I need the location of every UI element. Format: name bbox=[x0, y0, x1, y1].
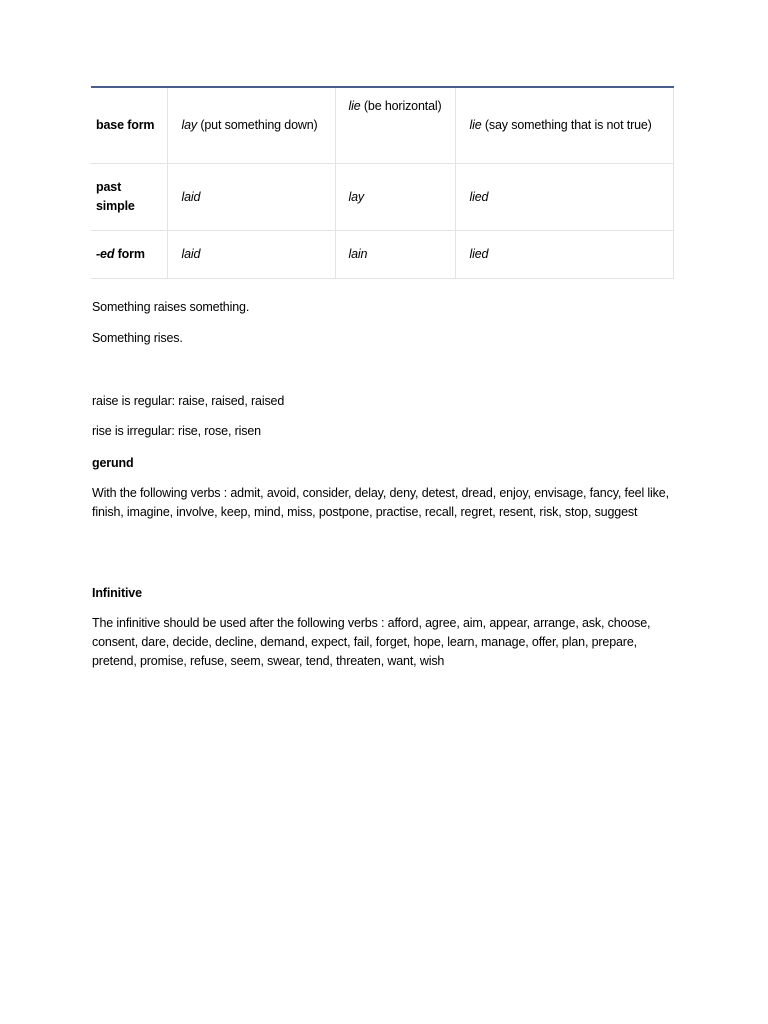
heading-gerund: gerund bbox=[92, 456, 134, 470]
paragraph-raise-regular: raise is regular: raise, raised, raised bbox=[92, 394, 285, 408]
cell-lay-past: laid bbox=[167, 164, 335, 231]
cell-lie-horizontal-past: lay bbox=[335, 164, 455, 231]
heading-infinitive: Infinitive bbox=[92, 586, 142, 600]
verb-forms-table bbox=[91, 86, 674, 279]
cell-italic: -ed bbox=[96, 247, 115, 261]
cell-lie-horizontal-ed: lain bbox=[335, 231, 455, 279]
paragraph-infinitive-verbs: The infinitive should be used after the following verbs : afford, agree, aim, appear, arrange, ask, choose, consent, dare, decide, decline, demand, expect, fail, forget, hope, learn, manage, offer, plan, prepare, pretend, promise, refuse, seem, swear, tend, threaten, want, wish bbox=[92, 616, 651, 668]
paragraph-rise-irregular: rise is irregular: rise, rose, risen bbox=[92, 424, 261, 438]
cell-lie-untrue-past: lied bbox=[455, 164, 673, 231]
table-row bbox=[91, 231, 673, 279]
paragraph-raises: Something raises something. bbox=[92, 300, 250, 314]
cell-lie-untrue-ed: lied bbox=[455, 231, 673, 279]
paragraph-gerund-verbs: With the following verbs : admit, avoid, consider, delay, deny, detest, dread, enjoy, envisage, fancy, feel like, finish, imagine, involve, keep, mind, miss, postpone, practise, recall, regret, resent, risk, stop, suggest bbox=[92, 486, 669, 519]
paragraph-rises: Something rises. bbox=[92, 331, 183, 345]
cell-lie-horizontal-base bbox=[335, 87, 455, 164]
cell-italic: lie bbox=[348, 99, 361, 113]
cell-text: (put something down) bbox=[197, 118, 318, 132]
cell-italic: lie bbox=[469, 118, 482, 132]
cell-lie-untrue-base bbox=[455, 87, 673, 164]
row-label-ed-form bbox=[91, 231, 167, 279]
cell-text: (say something that is not true) bbox=[481, 118, 652, 132]
row-label-base-form: base form bbox=[91, 87, 167, 164]
cell-lay-base bbox=[167, 87, 335, 164]
row-label-past-simple: past simple bbox=[91, 164, 167, 231]
cell-text: form bbox=[114, 247, 145, 261]
table-row bbox=[91, 87, 673, 164]
cell-text: (be horizontal) bbox=[360, 99, 442, 113]
table-row bbox=[91, 164, 673, 231]
cell-italic: lay bbox=[181, 118, 198, 132]
cell-lay-ed: laid bbox=[167, 231, 335, 279]
